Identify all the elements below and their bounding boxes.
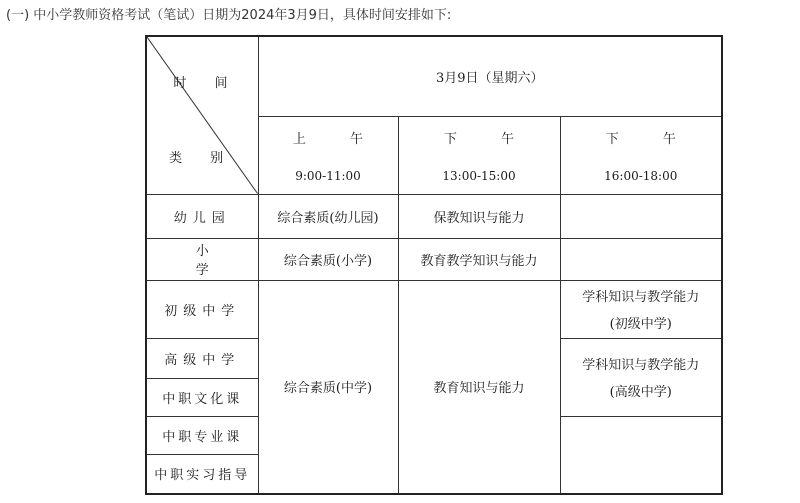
cell-line: (高级中学) [609, 385, 672, 400]
period-header-1 [258, 116, 398, 194]
cell-primary-am: 综合素质(小学) [258, 238, 398, 280]
cell-kindergarten-pm1: 保教知识与能力 [398, 194, 560, 238]
category-kindergarten: 幼儿园 [146, 194, 258, 238]
category-vocational-practice: 中职实习指导 [146, 454, 258, 494]
category-primary: 小 学 [146, 238, 258, 280]
intro-text: (一) 中小学教师资格考试（笔试）日期为2024年3月9日，具体时间安排如下: [6, 8, 452, 23]
period-time: 16:00-18:00 [604, 168, 678, 183]
cell-vocational-pm2 [560, 416, 722, 494]
period-time: 9:00-11:00 [295, 168, 361, 183]
category-junior-middle: 初级中学 [146, 280, 258, 338]
cell-line: (初级中学) [609, 317, 672, 332]
cell-secondary-am: 综合素质(中学) [258, 280, 398, 494]
table-row [146, 280, 722, 338]
period-header-2 [398, 116, 560, 194]
category-senior-middle: 高级中学 [146, 338, 258, 378]
category-vocational-professional: 中职专业课 [146, 416, 258, 454]
cell-line: 学科知识与教学能力 [582, 290, 700, 305]
cell-kindergarten-am: 综合素质(幼儿园) [258, 194, 398, 238]
header-category-label: 类 别 [169, 150, 236, 166]
cell-senior-pm2 [560, 338, 722, 416]
header-time-label: 时 间 [173, 76, 240, 91]
date-header: 3月9日（星期六） [258, 36, 722, 116]
cell-junior-pm2 [560, 280, 722, 338]
cell-primary-pm1: 教育教学知识与能力 [398, 238, 560, 280]
cell-primary-pm2 [560, 238, 722, 280]
table-row [146, 194, 722, 238]
table-row [146, 238, 722, 280]
diagonal-line [147, 37, 258, 194]
period-header-3 [560, 116, 722, 194]
category-vocational-culture: 中职文化课 [146, 378, 258, 416]
period-name: 上 午 [292, 131, 384, 147]
period-time: 13:00-15:00 [442, 168, 516, 183]
period-name: 下 午 [443, 131, 535, 147]
exam-schedule-table [145, 35, 723, 495]
table-row [146, 36, 722, 116]
cell-kindergarten-pm2 [560, 194, 722, 238]
diagonal-header-cell [146, 36, 258, 194]
cell-secondary-pm1: 教育知识与能力 [398, 280, 560, 494]
cell-line: 学科知识与教学能力 [582, 358, 700, 373]
period-name: 下 午 [605, 131, 696, 147]
